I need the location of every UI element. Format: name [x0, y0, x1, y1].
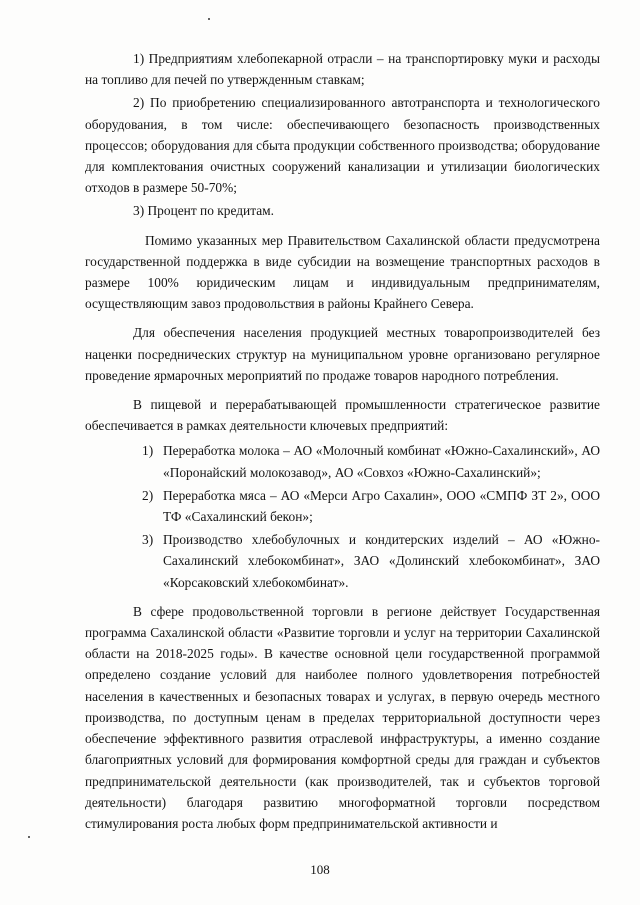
paragraph-food-industry: В пищевой и перерабатывающей промышленности стратегическое развитие обеспечивается в рамках деятельности ключевых предприятий: — [85, 397, 600, 434]
list-item — [85, 440, 600, 482]
document-body — [85, 48, 600, 834]
list-item-text: Производство хлебобулочных и кондитерских изделий – АО «Южно-Сахалинский хлебокомбинат», ЗАО «Долинский хлебокомбинат», ЗАО «Корсаковский хлебокомбинат». — [163, 532, 600, 590]
paragraph-trade-program: В сфере продовольственной торговли в регионе действует Государственная программа Сахалинской области «Развитие торговли и услуг на территории Сахалинской области на 2018-2025 годы». В качестве основной цели государственной программой определено создание условий для наиболее полного удовлетворения потребностей населения в качественных и безопасных товарах и услугах, в первую очередь местного производства, по доступным ценам в пределах территориальной доступности через обеспечение эффективного развития отраслевой инфраструктуры, а именно создание благоприятных условий для формирования комфортной среды для граждан и субъектов предпринимательской деятельности (как производителей, так и субъектов торговой деятельности) благодаря развитию многоформатной торговли посредством стимулирования роста любых форм предпринимательской активности и — [85, 603, 600, 831]
list-item-text: Переработка молока – АО «Молочный комбинат «Южно-Сахалинский», АО «Поронайский молокозавод», АО «Совхоз «Южно-Сахалинский»; — [163, 443, 600, 480]
list-item-number: 1) — [142, 443, 154, 459]
list-item — [85, 485, 600, 527]
list-item-number: 3) — [142, 532, 154, 548]
paragraph-transport-subsidy: Помимо указанных мер Правительством Сахалинской области предусмотрена государственной поддержка в виде субсидии на возмещение транспортных расходов в размере 100% юридическим лицам и индивидуальным предпринимателям, осуществляющим завоз продовольствия в районы Крайнего Севера. — [85, 232, 600, 312]
paragraph-fairs: Для обеспечения населения продукцией местных товаропроизводителей без наценки посреднических структур на муниципальном уровне организовано регулярное проведение ярмарочных мероприятий по продаже товаров народного потребления. — [85, 325, 600, 383]
paragraph-equipment-subsidy: 2) По приобретению специализированного автотранспорта и технологического оборудования, в том числе: обеспечивающего безопасность производственных процессов; оборудования для сбыта продукции собственного производства; оборудование для комплектования очистных сооружений канализации и утилизации биологических отходов в размере 50-70%; — [85, 95, 600, 196]
paragraph-credit-interest: 3) Процент по кредитам. — [133, 203, 274, 219]
enterprise-list — [85, 440, 600, 592]
list-item-text: Переработка мяса – АО «Мерси Агро Сахалин», ООО «СМПФ ЗТ 2», ООО ТФ «Сахалинский бекон»; — [163, 487, 600, 525]
scan-speck — [28, 836, 30, 838]
list-item-number: 2) — [142, 487, 154, 503]
scan-speck — [208, 18, 210, 20]
page-number: 108 — [310, 862, 330, 877]
list-item — [85, 529, 600, 593]
paragraph-bakery-subsidy: 1) Предприятиям хлебопекарной отрасли – на транспортировку муки и расходы на топливо для печей по утвержденным ставкам; — [85, 51, 600, 88]
